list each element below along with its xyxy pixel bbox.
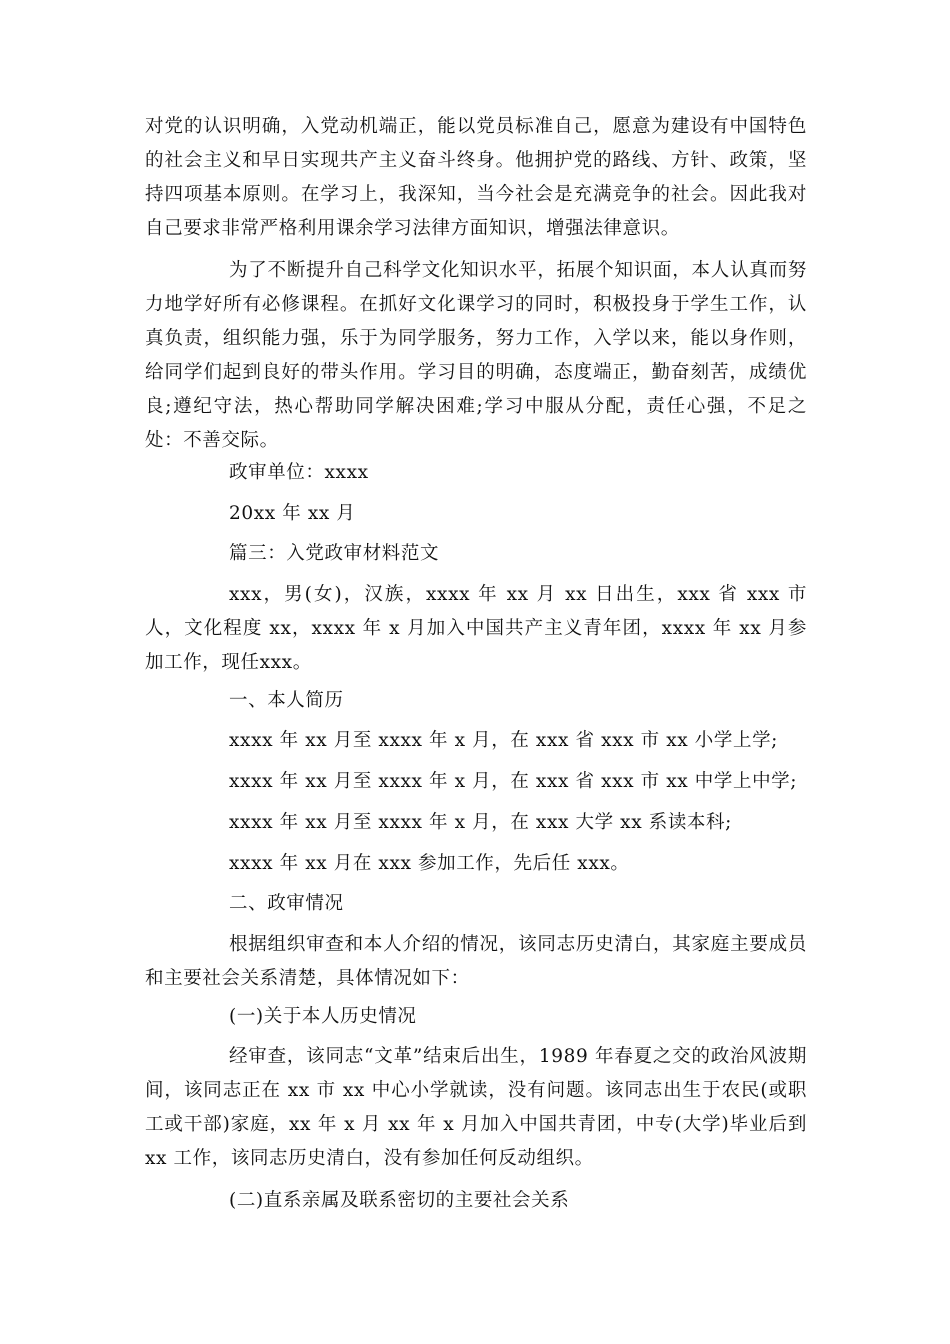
section-heading-resume: 一、本人简历 [229, 690, 344, 711]
section-heading-review: 二、政审情况 [229, 893, 344, 914]
paragraph-party-understanding: 对党的认识明确，入党动机端正，能以党员标准自己，愿意为建设有中国特色的社会主义和早日实现共产主义奋斗终身。他拥护党的路线、方针、政策，坚持四项基本原则。在学习上，我深知，当今社会是充满竞争的社会。因此我对自己要求非常严格利用课余学习法律方面知识，增强法律意识。 [145, 116, 807, 239]
subsection-heading-history: (一)关于本人历史情况 [229, 1006, 417, 1027]
subsection-heading-relatives: (二)直系亲属及联系密切的主要社会关系 [229, 1190, 570, 1211]
chapter-title: 篇三：入党政审材料范文 [229, 543, 440, 564]
paragraph-review-summary: 根据组织审查和本人介绍的情况，该同志历史清白，其家庭主要成员和主要社会关系清楚，具体情况如下： [145, 934, 807, 989]
resume-item: xxxx 年 xx 月至 xxxx 年 x 月，在 xxx 省 xxx 市 xx 中学上中学; [229, 771, 798, 792]
resume-item: xxxx 年 xx 月在 xxx 参加工作，先后任 xxx。 [229, 853, 630, 874]
resume-item: xxxx 年 xx 月至 xxxx 年 x 月，在 xxx 省 xxx 市 xx 小学上学; [229, 730, 779, 751]
paragraph-study-performance: 为了不断提升自己科学文化知识水平，拓展个知识面，本人认真而努力地学好所有必修课程。在抓好文化课学习的同时，积极投身于学生工作，认真负责，组织能力强，乐于为同学服务，努力工作，入学以来，能以身作则，给同学们起到良好的带头作用。学习目的明确，态度端正，勤奋刻苦，成绩优良;遵纪守法，热心帮助同学解决困难;学习中服从分配，责任心强，不足之处：不善交际。 [145, 260, 807, 451]
review-unit-line: 政审单位：xxxx [229, 462, 369, 483]
date-line: 20xx 年 xx 月 [229, 503, 356, 524]
paragraph-history-detail: 经审查，该同志“文革”结束后出生，1989 年春夏之交的政治风波期间，该同志正在 xx 市 xx 中心小学就读，没有问题。该同志出生于农民(或职工或干部)家庭，xx 年 x 月 xx 年 x 月加入中国共青团，中专(大学)毕业后到 xx 工作，该同志历史清白，没有参加任何反动组织。 [145, 1046, 807, 1169]
resume-item: xxxx 年 xx 月至 xxxx 年 x 月，在 xxx 大学 xx 系读本科; [229, 812, 732, 833]
paragraph-personal-intro: xxx，男(女)，汉族，xxxx 年 xx 月 xx 日出生，xxx 省 xxx 市人，文化程度 xx，xxxx 年 x 月加入中国共产主义青年团，xxxx 年 xx 月参加工作，现任xxx。 [145, 584, 807, 673]
